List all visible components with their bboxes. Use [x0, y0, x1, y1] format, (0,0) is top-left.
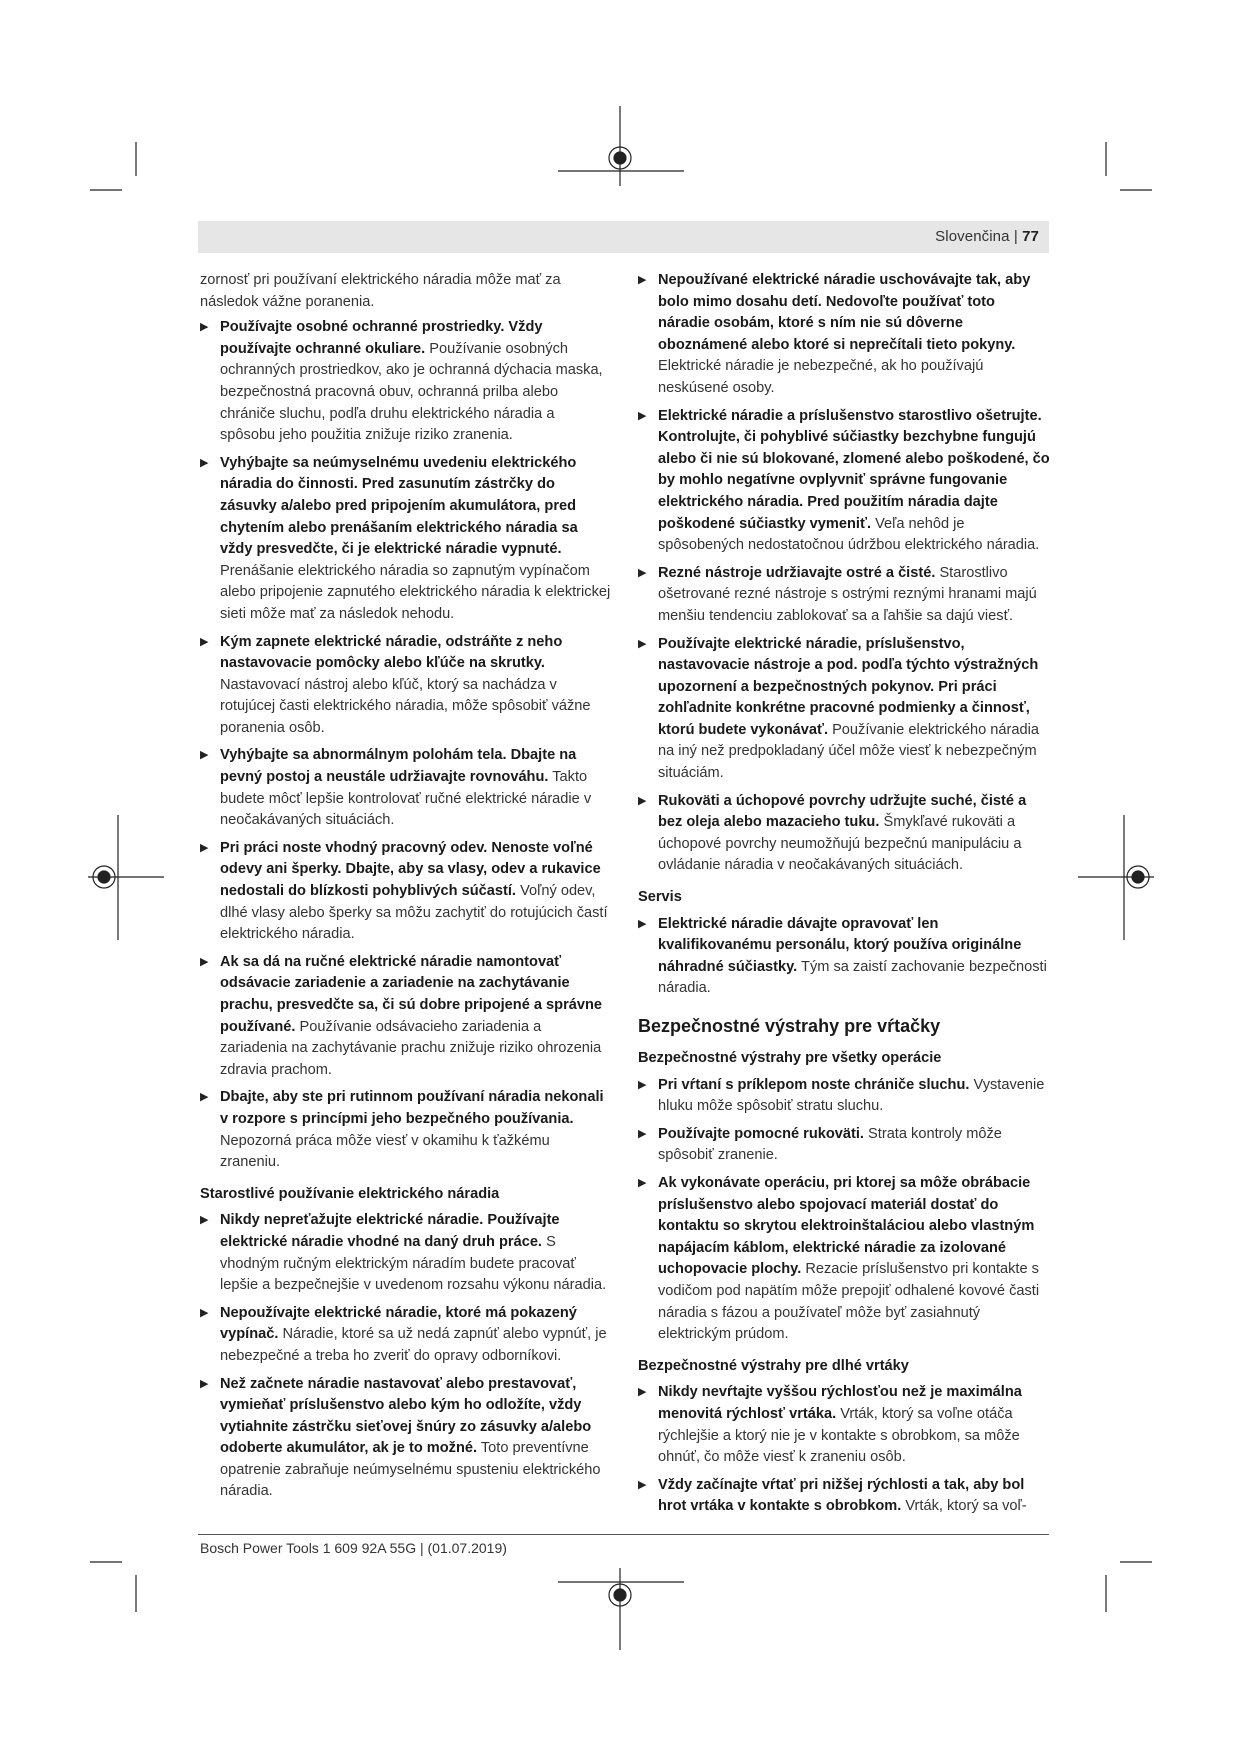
warning-text: Tým sa zaistí zachovanie bezpečnosti náradia. — [658, 958, 1047, 997]
drill-section-title: Bezpečnostné výstrahy pre vŕtačky — [638, 1016, 941, 1036]
bullet-icon: ▶ — [200, 1214, 209, 1227]
list-item — [200, 1374, 612, 1504]
warning-bold: Nikdy nepreťažujte elektrické náradie. Používajte elektrické náradie vhodné na daný druh práce. — [220, 1212, 560, 1250]
bullet-icon: ▶ — [638, 1127, 647, 1140]
warning-text: Vystavenie hluku môže spôsobiť stratu sluchu. — [658, 1076, 1045, 1115]
header-language: Slovenčina — [935, 228, 1010, 245]
bullet-icon: ▶ — [638, 274, 647, 286]
list-item — [638, 406, 1050, 557]
list-item — [638, 1173, 1050, 1346]
left-intro-text: zornosť pri používaní elektrického náradia môže mať za následok vážne poranenia. — [200, 272, 561, 310]
registration-mark-bottom — [558, 1568, 684, 1650]
bullet-icon: ▶ — [638, 409, 647, 422]
warning-text: Nastavovací nástroj alebo kľúč, ktorý sa nachádza v rotujúcej časti elektrického náradia, môže spôsobiť vážne poranenia osôb. — [220, 676, 591, 736]
warning-bold: Ak sa dá na ručné elektrické náradie namontovať odsávacie zariadenie a zariadenie na zachytávanie prachu, presvedčte sa, či sú dobre pripojené a správne používané. — [220, 953, 603, 1035]
registration-mark-left — [88, 815, 164, 940]
warning-bold: Než začnete náradie nastavovať alebo prestavovať, vymieňať príslušenstvo alebo kým ho odložíte, vždy vytiahnite zástrčku sieťovej šnúry zo zásuvky a/alebo odoberte akumulátor, ak je to možné. — [220, 1375, 592, 1457]
list-item — [200, 453, 612, 626]
warning-bold: Kým zapnete elektrické náradie, odstráňte z neho nastavovacie pomôcky alebo kľúče na skrutky. — [220, 633, 563, 672]
bullet-icon: ▶ — [200, 1091, 209, 1104]
list-item — [200, 1210, 612, 1296]
bullet-icon: ▶ — [200, 321, 209, 334]
registration-mark-top — [558, 106, 684, 186]
warning-text: Takto budete môcť lepšie kontrolovať ručné elektrické náradie v neočakávaných situáciách. — [220, 769, 592, 829]
warning-bold: Rukoväti a úchopové povrchy udržujte suché, čisté a bez oleja alebo mazacieho tuku. — [658, 792, 1027, 831]
warning-bold: Vyhýbajte sa neúmyselnému uvedeniu elektrického náradia do činnosti. Pred zasunutím zástrčky do zásuvky a/alebo pred pripojením akumulátora, pred chytením alebo prenášaním elektrického náradia sa vždy presvedčte, či je elektrické náradie vypnuté. — [220, 454, 578, 558]
bullet-icon: ▶ — [200, 955, 209, 968]
bullet-icon: ▶ — [200, 749, 209, 762]
warning-text: Voľný odev, dlhé vlasy alebo šperky sa môžu zachytiť do rotujúcich častí elektrického náradia. — [220, 883, 608, 943]
bullet-icon: ▶ — [638, 1478, 647, 1491]
warning-text: Používanie osobných ochranných prostriedkov, ako je ochranná dýchacia maska, bezpečnostná pracovná obuv, ochranná prilba alebo chrániče sluchu, podľa druhu elektrického náradia a spôsobu jeho použitia znižuje riziko zranenia. — [220, 340, 603, 444]
header-label: Slovenčina | 77 — [935, 228, 1039, 245]
warning-bold: Vždy začínajte vŕtať pri nižšej rýchlosti a tak, aby bol hrot vrtáka v kontakte s obrobkom. — [658, 1476, 1025, 1515]
warning-bold: Elektrické náradie dávajte opravovať len kvalifikovanému personálu, ktorý používa originálne náhradné súčiastky. — [658, 915, 1022, 975]
right-column — [638, 270, 1050, 1524]
warning-bold: Rezné nástroje udržiavajte ostré a čisté. — [658, 564, 936, 581]
list-item — [638, 563, 1050, 628]
warning-bold: Používajte elektrické náradie, príslušenstvo, nastavovacie nástroje a pod. podľa týchto výstražných upozornení a bezpečnostných pokynov. Pri práci zohľadnite konkrétne pracovné podmienky a činnosť, ktorú budete vykonávať. — [658, 635, 1039, 738]
list-item — [638, 1075, 1050, 1118]
list-item — [638, 1382, 1050, 1468]
warning-bold: Používajte osobné ochranné prostriedky. Vždy používajte ochranné okuliare. — [220, 319, 543, 357]
bullet-icon: ▶ — [638, 1386, 647, 1399]
bullet-icon: ▶ — [638, 637, 647, 650]
list-item — [638, 1475, 1050, 1518]
list-item — [200, 1087, 612, 1173]
page-header — [198, 221, 1049, 253]
list-item — [638, 270, 1050, 400]
list-item — [200, 838, 612, 946]
warning-bold: Nikdy nevŕtajte vyššou rýchlosťou než je maximálna menovitá rýchlosť vrtáka. — [658, 1384, 1022, 1422]
section-heading-care: Starostlivé používanie elektrického náradia — [200, 1185, 500, 1202]
bullet-icon: ▶ — [200, 841, 209, 854]
bullet-icon: ▶ — [638, 566, 647, 579]
warning-text: Elektrické náradie je nebezpečné, ak ho používajú neskúsené osoby. — [658, 358, 984, 396]
warning-text: Náradie, ktoré sa už nedá zapnúť alebo vypnúť, je nebezpečné a treba ho zveriť do opravy odborníkovi. — [220, 1326, 607, 1364]
warning-text: Veľa nehôd je spôsobených nedostatočnou údržbou elektrického náradia. — [658, 515, 1040, 554]
list-item — [200, 952, 612, 1082]
bullet-icon: ▶ — [638, 1078, 647, 1091]
list-item — [638, 914, 1050, 1000]
warning-bold: Nepoužívajte elektrické náradie, ktoré má pokazený vypínač. — [220, 1304, 577, 1343]
list-item — [200, 745, 612, 831]
warning-bold: Ak vykonávate operáciu, pri ktorej sa môže obrábacie príslušenstvo alebo spojovací materiál dostať do kontaktu so skrytou elektroinštaláciou alebo vlastným napájacím káblom, elektrické náradie za izolované uchopovacie plochy. — [658, 1174, 1035, 1278]
list-item — [200, 1303, 612, 1368]
bullet-icon: ▶ — [200, 1306, 209, 1319]
warning-text: Toto preventívne opatrenie zabraňuje neúmyselnému spusteniu elektrického náradia. — [220, 1440, 601, 1500]
list-item — [638, 1124, 1050, 1167]
bullet-icon: ▶ — [638, 794, 647, 807]
warning-bold: Pri práci noste vhodný pracovný odev. Nenoste voľné odevy ani šperky. Dbajte, aby sa vlasy, odev a rukavice nedostali do blízkosti pohyblivých súčastí. — [220, 839, 601, 900]
warning-text: S vhodným ručným elektrickým náradím budete pracovať lepšie a bezpečnejšie v uvedenom rozsahu výkonu náradia. — [220, 1233, 607, 1294]
bullet-icon: ▶ — [200, 456, 209, 469]
section-heading-servis: Servis — [638, 889, 682, 906]
warning-text: Nepozorná práca môže viesť v okamihu k ťažkému zraneniu. — [220, 1132, 550, 1171]
section-heading-all-ops: Bezpečnostné výstrahy pre všetky operácie — [638, 1050, 942, 1066]
page-number: 77 — [1022, 228, 1039, 245]
list-item — [200, 317, 612, 447]
warning-bold: Elektrické náradie a príslušenstvo starostlivo ošetrujte. Kontrolujte, či pohyblivé súčiastky bezchybne fungujú alebo či nie sú blokované, zlomené alebo poškodené, čo by mohlo negatívne ovplyvniť správne fungovanie elektrického náradia. Pred použitím náradia dajte poškodené súčiastky vymeniť. — [658, 407, 1050, 532]
left-column — [200, 270, 612, 1509]
warning-text: Šmykľavé rukoväti a úchopové povrchy neumožňujú bezpečnú manipuláciu a ovládanie náradia v neočakávaných situáciách. — [658, 814, 1022, 874]
footer-divider — [198, 1534, 1049, 1535]
section-heading-long-bits: Bezpečnostné výstrahy pre dlhé vrtáky — [638, 1357, 909, 1374]
warning-text: Používanie odsávacieho zariadenia a zariadenia na zachytávanie prachu znižuje riziko ohrozenia zdravia prachom. — [220, 1018, 602, 1078]
bullet-icon: ▶ — [638, 1176, 647, 1189]
page-footer: Bosch Power Tools 1 609 92A 55G | (01.07.2019) — [200, 1540, 507, 1556]
bullet-icon: ▶ — [200, 1377, 209, 1390]
warning-text: Rezacie príslušenstvo pri kontakte s vodičom pod napätím môže prepojiť odhalené kovové časti náradia s fázou a používateľ môže byť zasiahnutý elektrickým prúdom. — [658, 1261, 1040, 1343]
warning-bold: Používajte pomocné rukoväti. — [658, 1125, 864, 1142]
bullet-icon: ▶ — [200, 635, 209, 648]
warning-bold: Pri vŕtaní s príklepom noste chrániče sluchu. — [658, 1076, 970, 1093]
warning-bold: Nepoužívané elektrické náradie uschovávajte tak, aby bolo mimo dosahu detí. Nedovoľte používať toto náradie osobám, ktoré s ním nie sú dôverne oboznámené alebo ktoré si neprečítali tieto pokyny. — [658, 272, 1031, 353]
warning-text: Používanie elektrického náradia na iný než predpokladaný účel môže viesť k nebezpečným situáciám. — [658, 721, 1039, 782]
warning-text: Prenášanie elektrického náradia so zapnutým vypínačom alebo pripojenie zapnutého elektrického náradia k elektrickej sieti môže mať za následok nehodu. — [220, 562, 611, 622]
bullet-icon: ▶ — [638, 917, 647, 930]
warning-bold: Vyhýbajte sa abnormálnym polohám tela. Dbajte na pevný postoj a neustále udržiavajte rovnováhu. — [220, 747, 577, 786]
list-item — [638, 634, 1050, 785]
list-item — [200, 632, 612, 740]
warning-text: Strata kontroly môže spôsobiť zranenie. — [658, 1125, 1002, 1164]
warning-text: Vrták, ktorý sa voľ- — [905, 1498, 1027, 1515]
warning-text: Starostlivo ošetrované rezné nástroje s ostrými reznými hranami majú menšiu tendenciu zablokovať sa a ľahšie sa dajú viesť. — [658, 564, 1037, 624]
registration-mark-right — [1078, 815, 1154, 940]
warning-bold: Dbajte, aby ste pri rutinnom používaní náradia nekonali v rozpore s princípmi jeho bezpečného používania. — [220, 1089, 604, 1127]
warning-text: Vrták, ktorý sa voľne otáča rýchlejšie a ktorý nie je v kontakte s obrobkom, sa môže ohnúť, čo môže viesť k zraneniu osôb. — [658, 1405, 1020, 1466]
list-item — [638, 791, 1050, 877]
